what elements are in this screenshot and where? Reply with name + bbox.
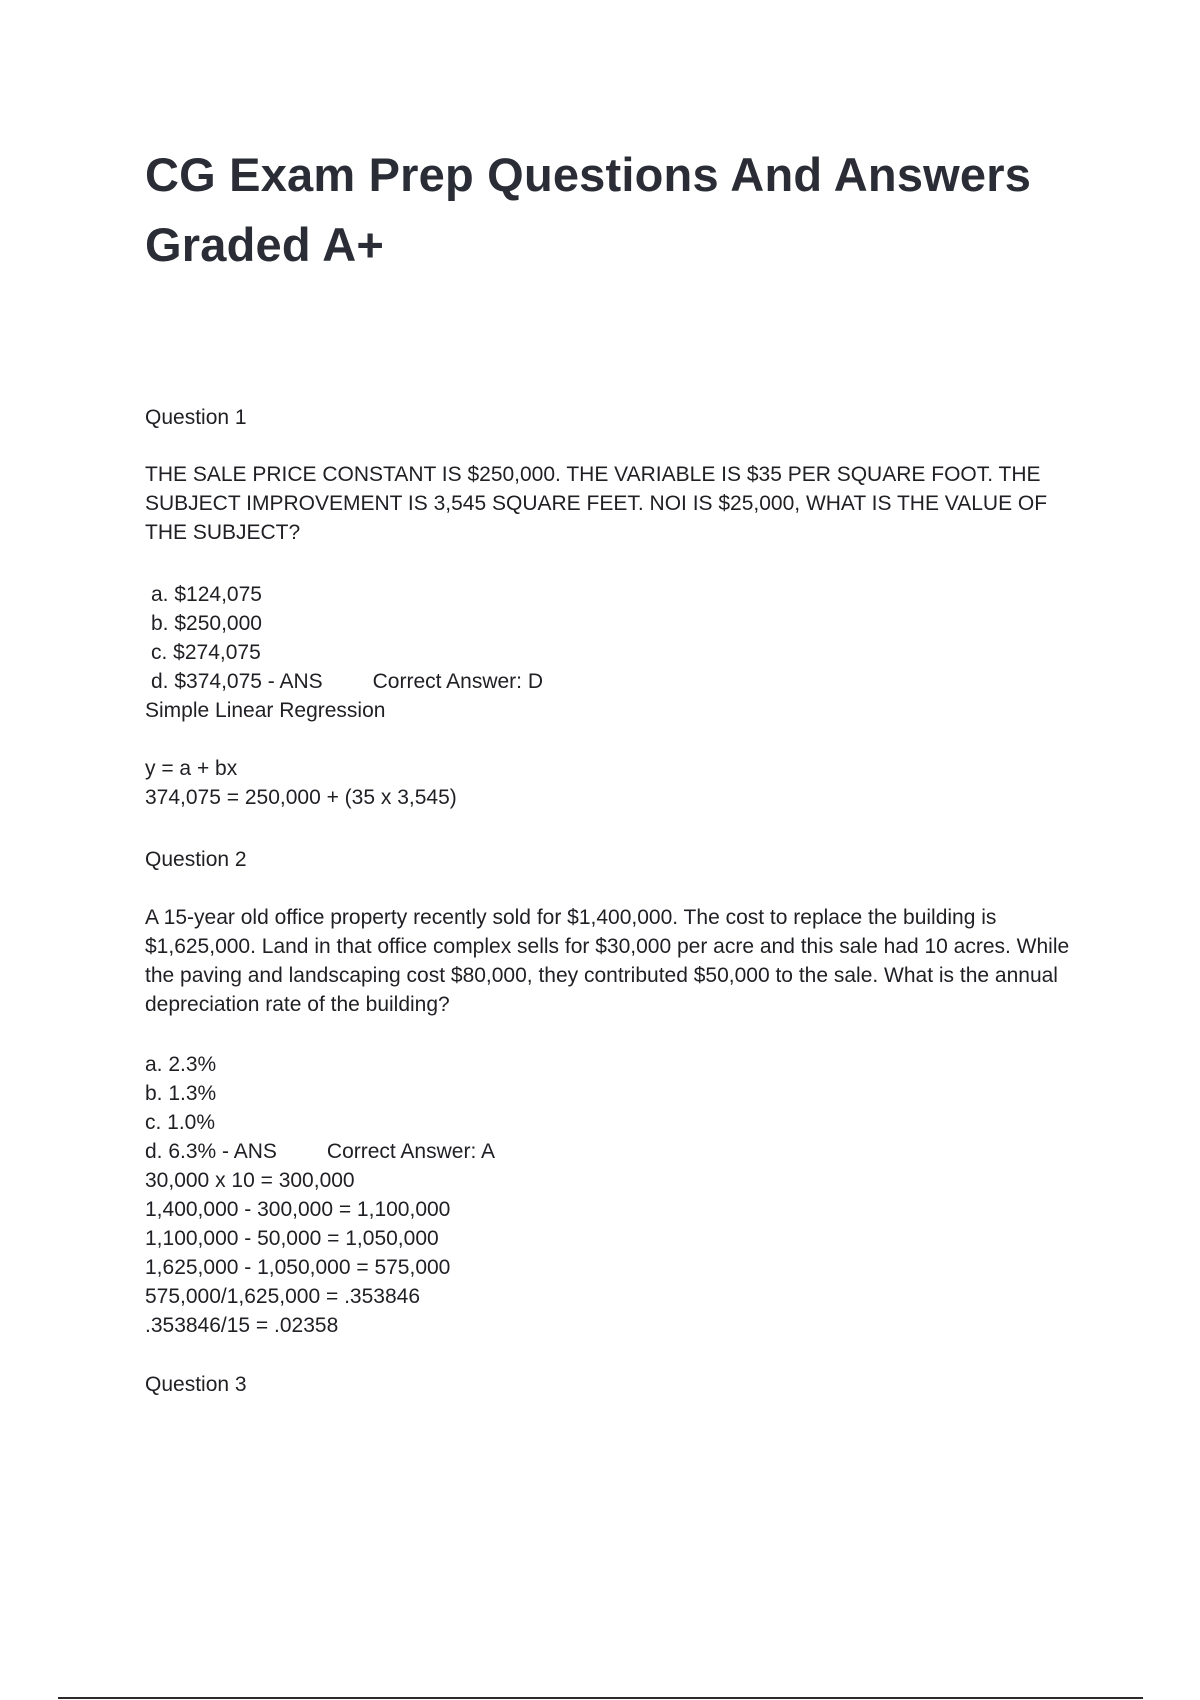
question-1-option-b: b. $250,000 — [151, 612, 262, 635]
question-2-heading: Question 2 — [145, 848, 247, 871]
question-1-explanation-formula: y = a + bx — [145, 757, 238, 780]
question-2-option-d-label: d. 6.3% - ANS — [145, 1140, 277, 1163]
question-2-option-b: b. 1.3% — [145, 1082, 217, 1105]
question-2-explanation-line-4: 1,625,000 - 1,050,000 = 575,000 — [145, 1256, 451, 1279]
question-2-explanation-line-6: .353846/15 = .02358 — [145, 1314, 339, 1337]
question-2-option-d — [145, 1137, 495, 1166]
question-3-heading: Question 3 — [145, 1373, 247, 1396]
question-2-correct-answer: Correct Answer: A — [326, 1140, 495, 1163]
question-1-heading: Question 1 — [145, 406, 247, 429]
document-title: CG Exam Prep Questions And Answers Graded A+ — [145, 148, 1032, 271]
question-1-explanation-method: Simple Linear Regression — [145, 699, 386, 722]
question-2-explanation-line-1: 30,000 x 10 = 300,000 — [145, 1169, 355, 1192]
question-1-option-c: c. $274,075 — [151, 641, 261, 664]
question-1-option-d — [151, 667, 543, 696]
question-1-correct-answer: Correct Answer: D — [372, 670, 544, 693]
question-1-option-d-label: d. $374,075 - ANS — [151, 670, 323, 693]
question-1-text: THE SALE PRICE CONSTANT IS $250,000. THE VARIABLE IS $35 PER SQUARE FOOT. THE SUBJECT IMPROVEMENT IS 3,545 SQUARE FEET. NOI IS $25,000, WHAT IS THE VALUE OF THE SUBJECT? — [145, 463, 1048, 544]
question-2-text: A 15-year old office property recently sold for $1,400,000. The cost to replace the building is $1,625,000. Land in that office complex sells for $30,000 per acre and this sale had 10 acres. While the paving and landscaping cost $80,000, they contributed $50,000 to the sale. What is the annual depreciation rate of the building? — [145, 906, 1070, 1016]
question-2-explanation-line-3: 1,100,000 - 50,000 = 1,050,000 — [145, 1227, 439, 1250]
page-bottom-divider — [58, 1697, 1143, 1699]
question-2-explanation-line-5: 575,000/1,625,000 = .353846 — [145, 1285, 421, 1308]
question-1-option-a: a. $124,075 — [151, 583, 262, 606]
question-2-option-c: c. 1.0% — [145, 1111, 216, 1134]
question-2-option-a: a. 2.3% — [145, 1053, 217, 1076]
question-1-explanation-calc: 374,075 = 250,000 + (35 x 3,545) — [145, 786, 457, 809]
question-2-explanation-line-2: 1,400,000 - 300,000 = 1,100,000 — [145, 1198, 451, 1221]
